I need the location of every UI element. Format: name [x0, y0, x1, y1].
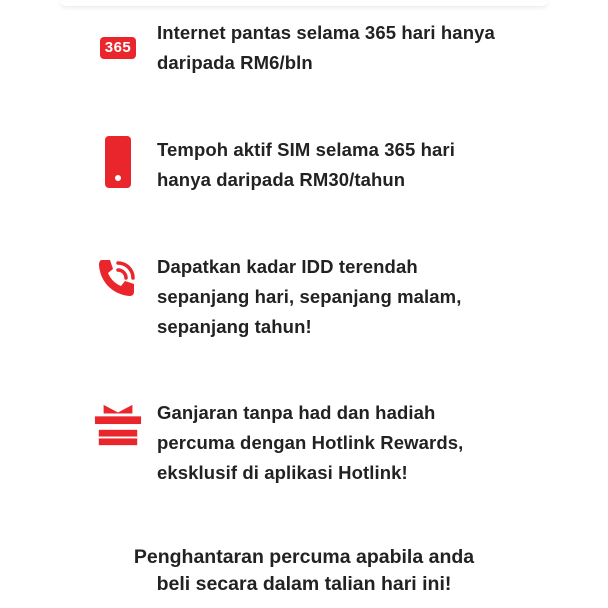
calendar-365-icon	[94, 24, 142, 72]
badge-365: 365	[100, 37, 137, 59]
feature-line: eksklusif di aplikasi Hotlink!	[157, 462, 408, 483]
feature-line: sepanjang tahun!	[157, 316, 312, 337]
card-top-edge	[60, 0, 548, 6]
free-delivery-note	[0, 544, 608, 598]
footer-line: Penghantaran percuma apabila anda	[133, 546, 475, 568]
feature-line: daripada RM6/bln	[157, 52, 313, 73]
feature-line: Ganjaran tanpa had dan hadiah	[157, 402, 436, 423]
phone-call-icon	[94, 254, 142, 302]
feature-idd-text	[157, 252, 567, 342]
feature-line: sepanjang hari, sepanjang malam,	[157, 286, 462, 307]
footer-line: beli secara dalam talian hari ini!	[156, 573, 452, 595]
feature-line: hanya daripada RM30/tahun	[157, 169, 406, 190]
feature-rewards-text	[157, 398, 567, 488]
feature-line: Dapatkan kadar IDD terendah	[157, 256, 418, 277]
gift-icon	[94, 400, 142, 450]
feature-line: Tempoh aktif SIM selama 365 hari	[157, 139, 455, 160]
phone-icon	[94, 135, 142, 189]
feature-internet-text	[157, 18, 567, 78]
feature-line: Internet pantas selama 365 hari hanya	[157, 22, 495, 43]
feature-sim-text	[157, 135, 567, 195]
feature-line: percuma dengan Hotlink Rewards,	[157, 432, 464, 453]
